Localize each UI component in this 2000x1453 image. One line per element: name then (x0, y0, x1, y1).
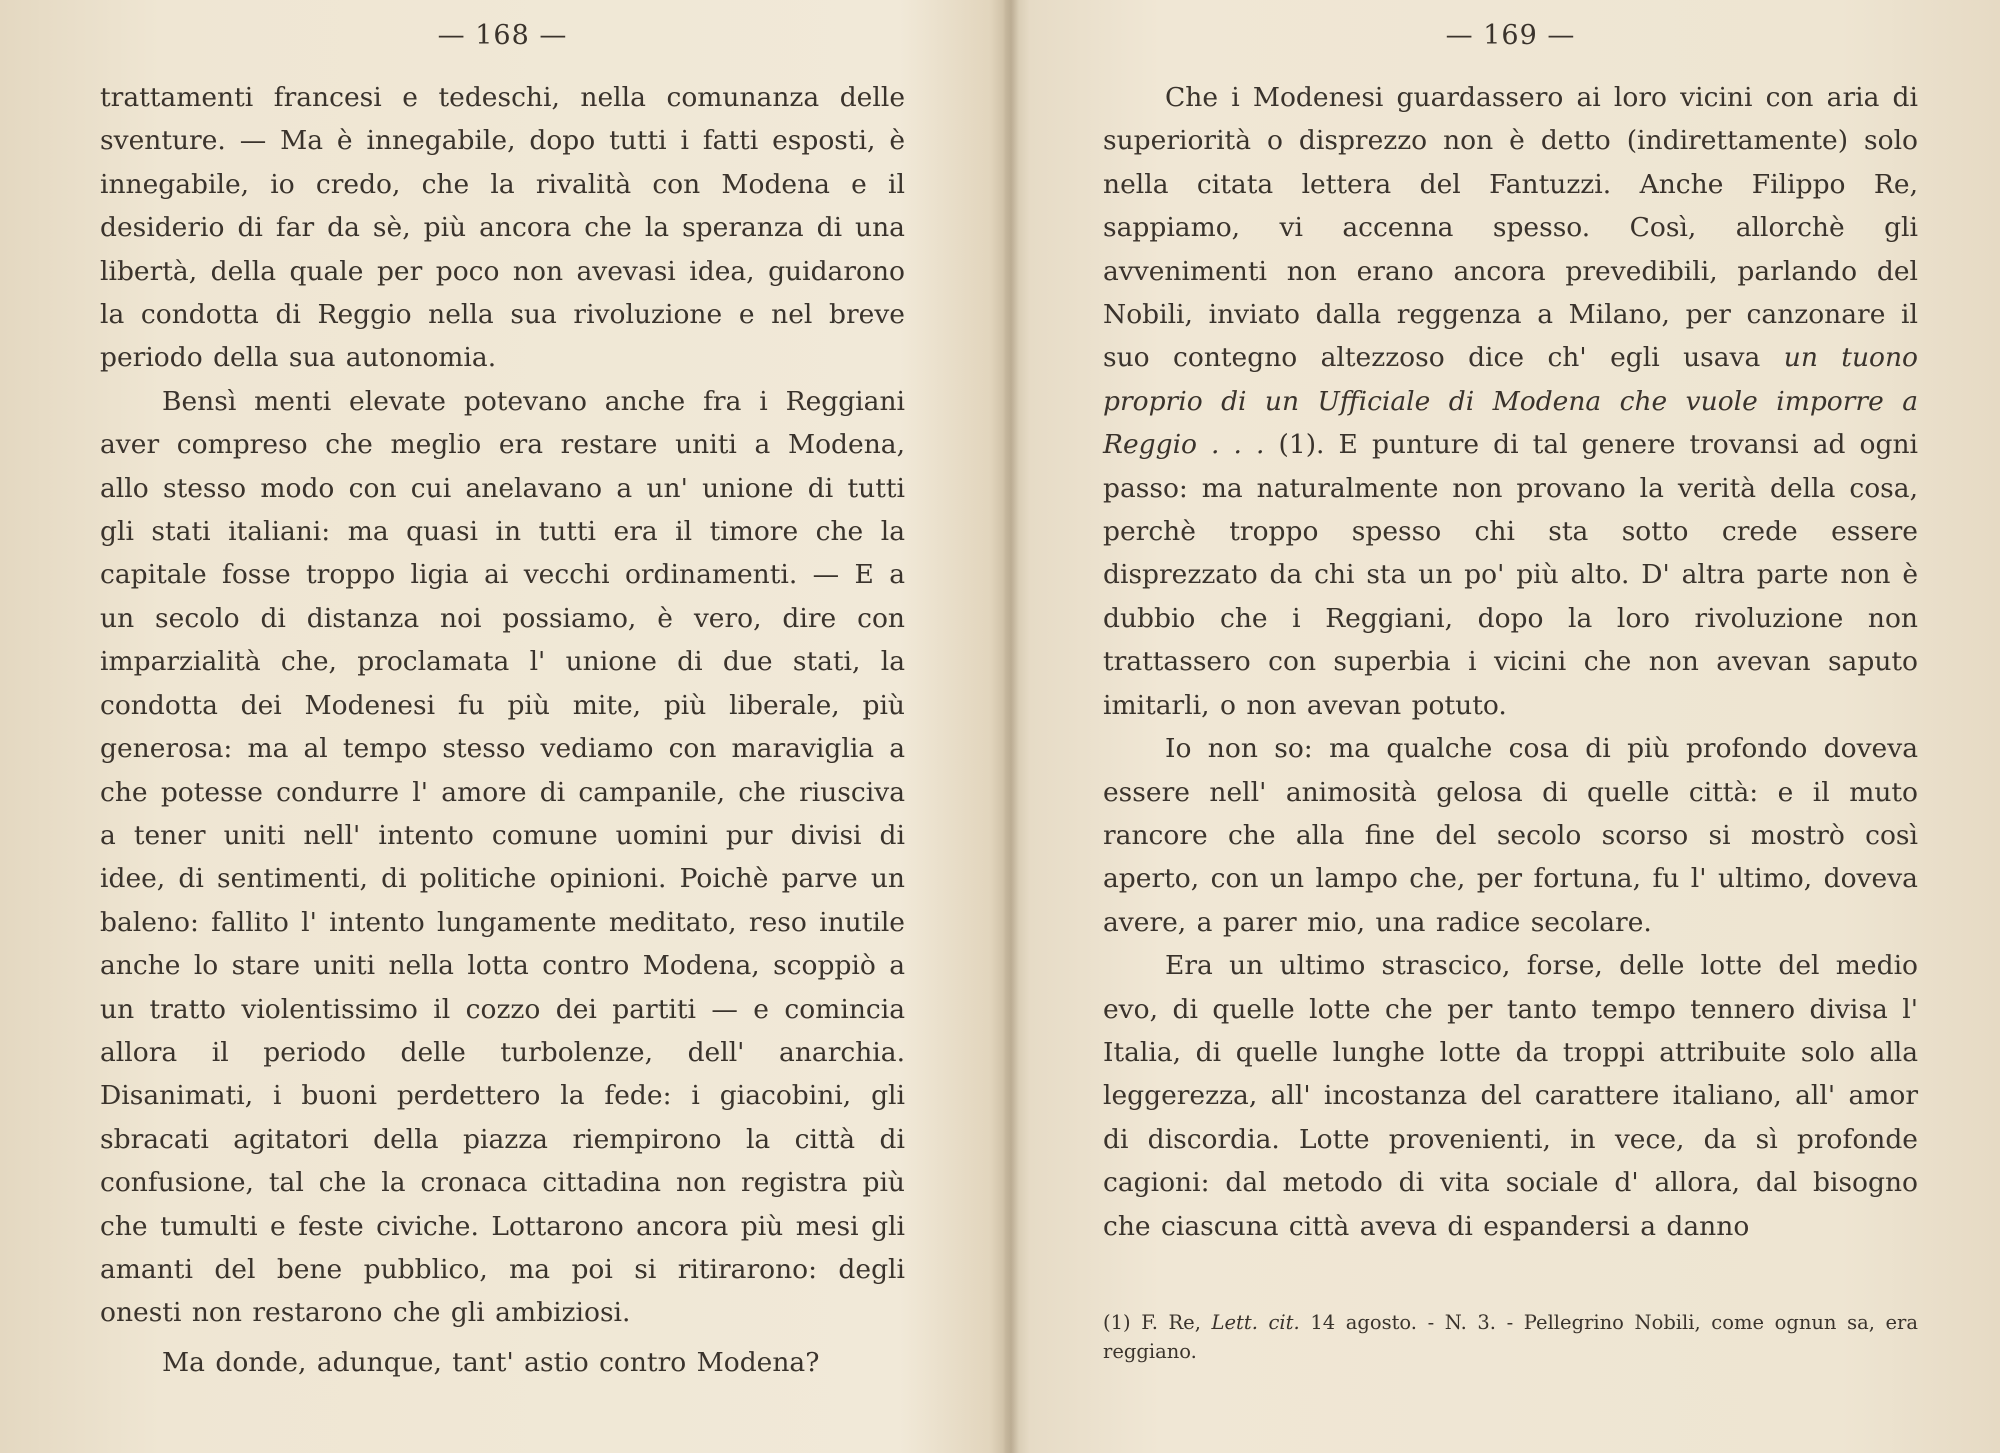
footnote (1103, 1308, 1918, 1366)
right-page-body (1103, 76, 1918, 1248)
page-number-right: — 169 — (1445, 20, 1576, 51)
footnote-rest: 14 agosto. - N. 3. - Pellegrino Nobili, come ognun sa, era reggiano. (1103, 1311, 1919, 1363)
left-paragraph-2: Bensì menti elevate potevano anche fra i Reggiani aver compreso che meglio era restare uniti a Modena, allo stesso modo con cui anelavano a un' unione di tutti gli stati italiani: ma quasi in tutti era il timore che la capitale fosse troppo ligia ai vecchi ordinamenti. — E a un secolo di distanza noi possiamo, è vero, dire con imparzialità che, proclamata l' unione di due stati, la condotta dei Modenesi fu più mite, più liberale, più generosa: ma al tempo stesso vediamo con maraviglia a che potesse condurre l' amore di campanile, che riusciva a tener uniti nell' intento comune uomini pur divisi di idee, di sentimenti, di politiche opinioni. Poichè parve un baleno: fallito l' intento lungamente meditato, reso inutile anche lo stare uniti nella lotta contro Modena, scoppiò a un tratto violentissimo il cozzo dei partiti — e comincia allora il periodo delle turbolenze, dell' anarchia. Disanimati, i buoni perdettero la fede: i giacobini, gli sbracati agitatori della piazza riempirono la città di confusione, tal che la cronaca cittadina non registra più che tumulti e feste civiche. Lottarono ancora più mesi gli amanti del bene pubblico, ma poi si ritirarono: degli onesti non restarono che gli ambiziosi. (100, 385, 905, 1329)
left-page (100, 0, 905, 1453)
right-paragraph-2: Io non so: ma qualche cosa di più profondo doveva essere nell' animosità gelosa di quelle città: e il muto rancore che alla fine del secolo scorso si mostrò così aperto, con un lampo che, per fortuna, fu l' ultimo, doveva avere, a parer mio, una radice secolare. (1103, 733, 1918, 938)
right-paragraph-3: Era un ultimo strascico, forse, delle lotte del medio evo, di quelle lotte che per tanto tempo tennero divisa l' Italia, di quelle lunghe lotte da troppi attribuite solo alla leggerezza, all' incostanza del carattere italiano, all' amor di discordia. Lotte provenienti, in vece, da sì profonde cagioni: dal metodo di vita sociale d' allora, dal bisogno che ciascuna città aveva di espandersi a danno (1103, 950, 1918, 1242)
left-page-body (100, 76, 905, 1384)
page-number-left: — 168 — (437, 20, 568, 51)
right-paragraph-1-text-a: Che i Modenesi guardassero ai loro vicini con aria di superiorità o disprezzo non è detto (indirettamente) solo nella citata lettera del Fantuzzi. Anche Filippo Re, sappiamo, vi accenna spesso. Così, allorchè gli avvenimenti non erano ancora prevedibili, parlando del Nobili, inviato dalla reggenza a Milano, per canzonare il suo contegno altezzoso dice ch' egli usava (1103, 82, 1918, 374)
left-paragraph-1: trattamenti francesi e tedeschi, nella comunanza delle sventure. — Ma è innegabile, dopo tutti i fatti esposti, è innegabile, io credo, che la rivalità con Modena e il desiderio di far da sè, più ancora che la speranza di una libertà, della quale per poco non avevasi idea, guidarono la condotta di Reggio nella sua rivoluzione e nel breve periodo della sua autonomia. (100, 82, 905, 374)
left-paragraph-3: Ma donde, adunque, tant' astio contro Modena? (162, 1346, 820, 1378)
right-paragraph-1 (1103, 76, 1918, 727)
footnote-lead: (1) F. Re, (1103, 1311, 1201, 1334)
right-paragraph-1-text-b: (1). E punture di tal genere trovansi ad ogni passo: ma naturalmente non provano la verità della cosa, perchè troppo spesso chi sta sotto crede essere disprezzato da chi sta un po' più alto. D' altra parte non è dubbio che i Reggiani, dopo la loro rivoluzione non trattassero con superbia i vicini che non avevan saputo imitarli, o non avevan potuto. (1103, 429, 1918, 721)
quoted-phrase: un tuono proprio di un Ufficiale di Modena che vuole imporre a Reggio . . . (1103, 342, 1918, 461)
book-gutter (1003, 0, 1019, 1453)
right-page (1103, 0, 1918, 1453)
footnote-citation: Lett. cit. (1211, 1311, 1300, 1334)
